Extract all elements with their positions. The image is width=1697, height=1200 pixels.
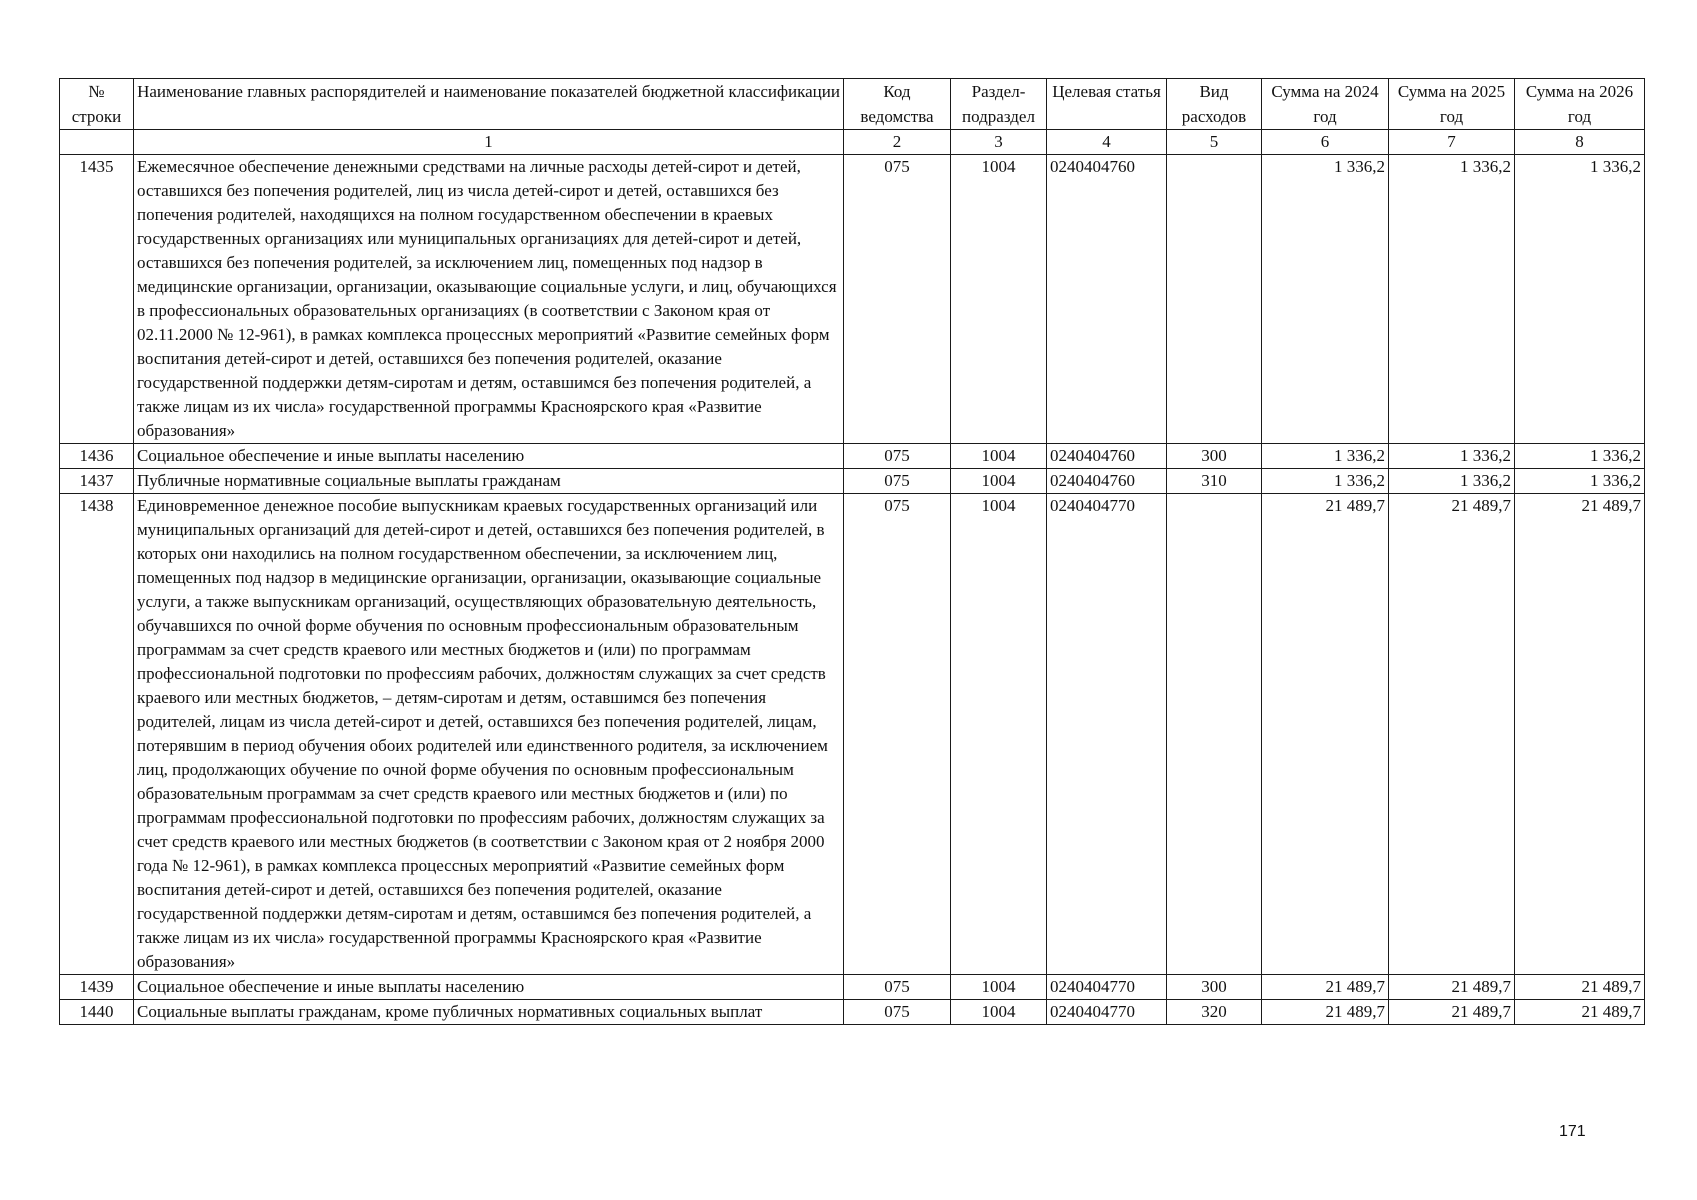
column-number: 7 [1389,130,1515,155]
expense-type-cell [1167,155,1262,444]
sum-2026-cell: 21 489,7 [1515,494,1645,975]
table-row [60,1000,1645,1025]
expense-type-cell: 320 [1167,1000,1262,1025]
expense-type-cell: 310 [1167,469,1262,494]
target-article-cell: 0240404760 [1047,155,1167,444]
column-number-row [60,130,1645,155]
header-row [60,79,1645,130]
section-cell: 1004 [951,494,1047,975]
sum-2026-cell: 21 489,7 [1515,975,1645,1000]
row-name-cell: Публичные нормативные социальные выплаты гражданам [134,469,844,494]
header-section: Раздел-подраздел [951,79,1047,130]
column-number: 2 [844,130,951,155]
sum-2024-cell: 1 336,2 [1262,469,1389,494]
header-dept-code: Код ведомства [844,79,951,130]
header-expense-type: Вид расходов [1167,79,1262,130]
table-row [60,975,1645,1000]
header-name: Наименование главных распорядителей и наименование показателей бюджетной классификации [134,79,844,130]
dept-code-cell: 075 [844,1000,951,1025]
table-row [60,155,1645,444]
row-number-cell: 1438 [60,494,134,975]
target-article-cell: 0240404770 [1047,1000,1167,1025]
dept-code-cell: 075 [844,444,951,469]
expense-type-cell: 300 [1167,975,1262,1000]
section-cell: 1004 [951,975,1047,1000]
row-name-cell: Социальное обеспечение и иные выплаты населению [134,975,844,1000]
expense-type-cell: 300 [1167,444,1262,469]
header-sum-2026: Сумма на 2026 год [1515,79,1645,130]
sum-2025-cell: 1 336,2 [1389,444,1515,469]
sum-2024-cell: 1 336,2 [1262,155,1389,444]
section-cell: 1004 [951,1000,1047,1025]
sum-2026-cell: 1 336,2 [1515,444,1645,469]
row-name-cell: Единовременное денежное пособие выпускникам краевых государственных организаций или муниципальных организаций для детей-сирот и детей, оставшихся без попечения родителей, в которых они находились на полном государственном обеспечении, за исключением лиц, помещенных под надзор в медицинские организации, организации, оказывающие социальные услуги, а также выпускникам организаций, осуществляющих образовательную деятельность, обучавшихся по очной форме обучения по основным профессиональным образовательным программам за счет средств краевого или местных бюджетов и (или) по программам профессиональной подготовки по профессиям рабочих, должностям служащих за счет средств краевого или местных бюджетов, – детям-сиротам и детям, оставшимся без попечения родителей, лицам из числа детей-сирот и детей, оставшихся без попечения родителей, лицам, потерявшим в период обучения обоих родителей или единственного родителя, за исключением лиц, продолжающих обучение по очной форме обучения по основным профессиональным образовательным программам за счет средств краевого или местных бюджетов и (или) по программам профессиональной подготовки по профессиям рабочих, должностям служащих за счет средств краевого или местных бюджетов (в соответствии с Законом края от 2 ноября 2000 года № 12-961), в рамках комплекса процессных мероприятий «Развитие семейных форм воспитания детей-сирот и детей, оставшихся без попечения родителей, оказание государственной поддержки детям-сиротам и детям, оставшимся без попечения родителей, а также лицам из их числа» государственной программы Красноярского края «Развитие образования» [134,494,844,975]
dept-code-cell: 075 [844,494,951,975]
sum-2024-cell: 1 336,2 [1262,444,1389,469]
dept-code-cell: 075 [844,155,951,444]
target-article-cell: 0240404760 [1047,469,1167,494]
column-number: 6 [1262,130,1389,155]
expense-type-cell [1167,494,1262,975]
row-number-cell: 1436 [60,444,134,469]
header-sum-2025: Сумма на 2025 год [1389,79,1515,130]
row-number-cell: 1437 [60,469,134,494]
dept-code-cell: 075 [844,469,951,494]
sum-2024-cell: 21 489,7 [1262,1000,1389,1025]
header-sum-2024: Сумма на 2024 год [1262,79,1389,130]
row-name-cell: Ежемесячное обеспечение денежными средствами на личные расходы детей-сирот и детей, оставшихся без попечения родителей, лиц из числа детей-сирот и детей, оставшихся без попечения родителей, находящихся на полном государственном обеспечении в краевых государственных организациях или муниципальных организациях для детей-сирот и детей, оставшихся без попечения родителей, за исключением лиц, помещенных под надзор в медицинские организации, организации, оказывающие социальные услуги, и лиц, обучающихся в профессиональных образовательных организациях (в соответствии с Законом края от 02.11.2000 № 12-961), в рамках комплекса процессных мероприятий «Развитие семейных форм воспитания детей-сирот и детей, оставшихся без попечения родителей, оказание государственной поддержки детям-сиротам и детям, оставшимся без попечения родителей, а также лицам из их числа» государственной программы Красноярского края «Развитие образования» [134,155,844,444]
column-number-blank [60,130,134,155]
sum-2024-cell: 21 489,7 [1262,975,1389,1000]
budget-table [59,78,1645,1025]
sum-2026-cell: 1 336,2 [1515,469,1645,494]
dept-code-cell: 075 [844,975,951,1000]
header-target: Целевая статья [1047,79,1167,130]
row-name-cell: Социальное обеспечение и иные выплаты населению [134,444,844,469]
sum-2025-cell: 1 336,2 [1389,155,1515,444]
header-row-no: № строки [60,79,134,130]
section-cell: 1004 [951,155,1047,444]
column-number: 8 [1515,130,1645,155]
page-number: 171 [1559,1123,1586,1140]
section-cell: 1004 [951,469,1047,494]
sum-2025-cell: 21 489,7 [1389,975,1515,1000]
sum-2026-cell: 21 489,7 [1515,1000,1645,1025]
target-article-cell: 0240404760 [1047,444,1167,469]
target-article-cell: 0240404770 [1047,494,1167,975]
row-number-cell: 1440 [60,1000,134,1025]
target-article-cell: 0240404770 [1047,975,1167,1000]
column-number: 5 [1167,130,1262,155]
sum-2025-cell: 1 336,2 [1389,469,1515,494]
row-name-cell: Социальные выплаты гражданам, кроме публичных нормативных социальных выплат [134,1000,844,1025]
sum-2025-cell: 21 489,7 [1389,494,1515,975]
row-number-cell: 1435 [60,155,134,444]
sum-2026-cell: 1 336,2 [1515,155,1645,444]
column-number: 1 [134,130,844,155]
table-row [60,444,1645,469]
row-number-cell: 1439 [60,975,134,1000]
sum-2024-cell: 21 489,7 [1262,494,1389,975]
table-row [60,494,1645,975]
column-number: 3 [951,130,1047,155]
sum-2025-cell: 21 489,7 [1389,1000,1515,1025]
section-cell: 1004 [951,444,1047,469]
table-row [60,469,1645,494]
column-number: 4 [1047,130,1167,155]
